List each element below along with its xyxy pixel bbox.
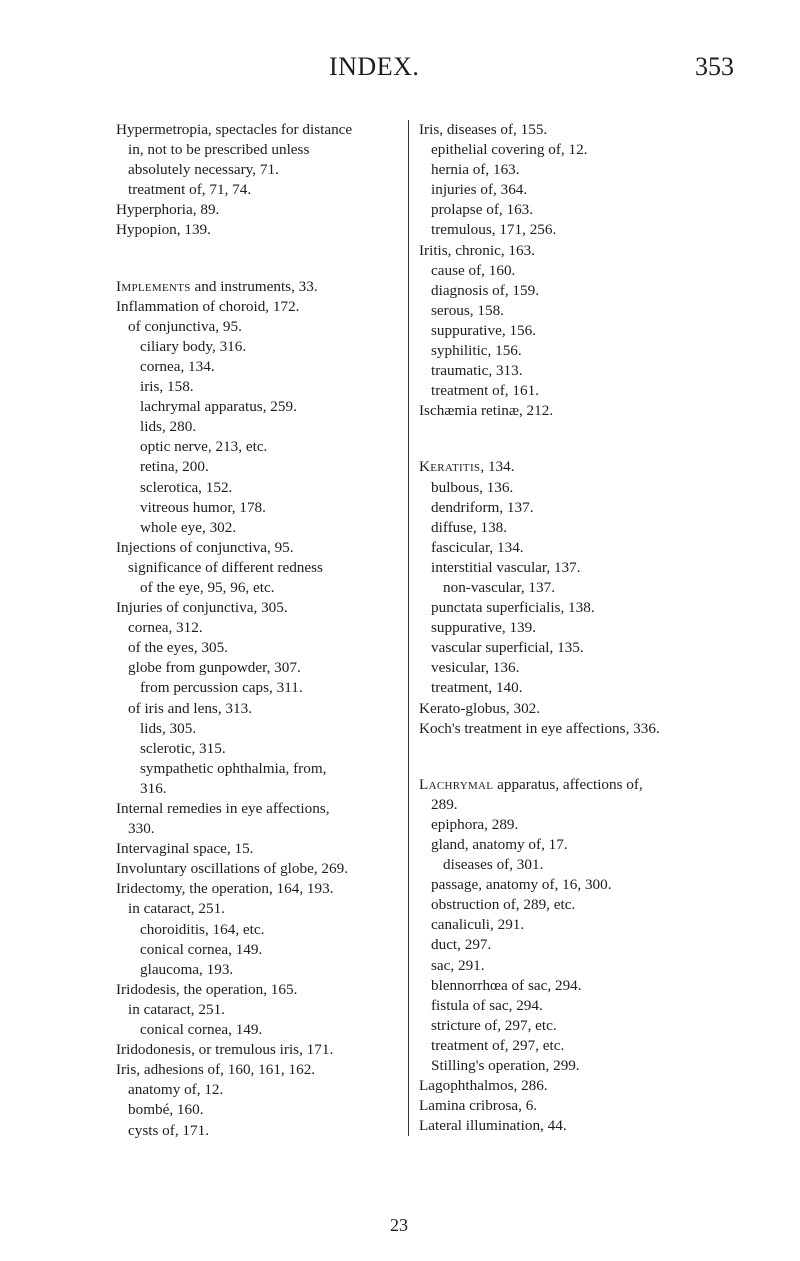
index-subentry: anatomy of, 12. — [128, 1081, 224, 1099]
section-gap — [419, 739, 709, 775]
index-entry: Injections of conjunctiva, 95. — [116, 538, 294, 556]
index-subentry: diagnosis of, 159. — [431, 281, 539, 299]
index-subentry: in cataract, 251. — [128, 1000, 225, 1018]
index-subentry: treatment of, 297, etc. — [431, 1036, 565, 1054]
index-subentry: 316. — [140, 779, 167, 797]
index-subentry: retina, 200. — [140, 458, 209, 476]
index-entry: Iridodonesis, or tremulous iris, 171. — [116, 1041, 334, 1059]
index-subentry: obstruction of, 289, etc. — [431, 896, 576, 914]
index-subentry: blennorrhœa of sac, 294. — [431, 976, 582, 994]
index-subentry: of the eyes, 305. — [128, 639, 228, 657]
index-subentry: suppurative, 139. — [431, 619, 537, 637]
page-header — [0, 50, 800, 90]
index-subentry: diseases of, 301. — [443, 856, 544, 874]
index-subentry: dendriform, 137. — [431, 498, 534, 516]
index-subentry: cornea, 312. — [128, 619, 203, 637]
index-subentry: in, not to be prescribed unless — [128, 141, 310, 159]
index-subentry: diffuse, 138. — [431, 518, 508, 536]
index-subentry: treatment of, 71, 74. — [128, 181, 252, 199]
index-entry: Lagophthalmos, 286. — [419, 1077, 548, 1095]
index-subentry: hernia of, 163. — [431, 161, 520, 179]
index-entry: Lamina cribrosa, 6. — [419, 1097, 538, 1115]
index-subentry: interstitial vascular, 137. — [431, 558, 581, 576]
index-entry: Internal remedies in eye affections, — [116, 800, 330, 817]
index-entry: Iridodesis, the operation, 165. — [116, 980, 298, 998]
index-subentry: treatment of, 161. — [431, 382, 539, 400]
index-subentry: ciliary body, 316. — [140, 337, 247, 355]
index-entry: Lateral illumination, 44. — [419, 1117, 567, 1135]
index-subentry: iris, 158. — [140, 378, 194, 396]
index-subentry: lachrymal apparatus, 259. — [140, 398, 297, 416]
index-subentry: lids, 280. — [140, 418, 197, 436]
index-subentry: vitreous humor, 178. — [140, 498, 266, 516]
index-subentry: optic nerve, 213, etc. — [140, 438, 268, 456]
section-gap — [419, 421, 709, 457]
index-subentry: bombé, 160. — [128, 1101, 204, 1119]
index-subentry: 289. — [431, 795, 458, 813]
index-subentry: cysts of, 171. — [128, 1121, 209, 1139]
index-subentry: traumatic, 313. — [431, 362, 523, 380]
index-entry: Injuries of conjunctiva, 305. — [116, 599, 288, 617]
index-subentry: duct, 297. — [431, 936, 492, 954]
index-subentry: non-vascular, 137. — [443, 578, 555, 596]
index-subentry: tremulous, 171, 256. — [431, 221, 557, 239]
index-subentry: whole eye, 302. — [140, 518, 237, 536]
index-subentry: of iris and lens, 313. — [128, 699, 253, 717]
index-subentry: passage, anatomy of, 16, 300. — [431, 876, 612, 894]
index-subentry: globe from gunpowder, 307. — [128, 659, 301, 677]
index-subentry: cause of, 160. — [431, 261, 516, 279]
index-subentry: in cataract, 251. — [128, 900, 225, 918]
index-entry: Involuntary oscillations of globe, 269. — [116, 860, 348, 878]
signature-mark: 23 — [390, 1215, 408, 1235]
index-subentry: injuries of, 364. — [431, 181, 528, 199]
index-subentry: treatment, 140. — [431, 679, 523, 697]
index-subentry: 330. — [128, 820, 155, 838]
index-subentry: bulbous, 136. — [431, 478, 514, 496]
index-subentry: sac, 291. — [431, 956, 485, 974]
index-subentry: canaliculi, 291. — [431, 916, 525, 934]
index-subentry: fascicular, 134. — [431, 538, 524, 556]
index-subentry: sclerotica, 152. — [140, 478, 233, 496]
index-subentry: epithelial covering of, 12. — [431, 141, 588, 159]
index-subentry: prolapse of, 163. — [431, 201, 534, 219]
index-subentry: sclerotic, 315. — [140, 739, 226, 757]
page-number: 353 — [695, 52, 734, 81]
index-subentry: stricture of, 297, etc. — [431, 1016, 557, 1034]
index-subentry: vascular superficial, 135. — [431, 639, 584, 657]
index-entry: Iris, diseases of, 155. — [419, 121, 548, 138]
index-subentry: gland, anatomy of, 17. — [431, 836, 568, 853]
index-subentry: conical cornea, 149. — [140, 1021, 263, 1039]
index-entry: Kerato-globus, 302. — [419, 699, 541, 717]
index-subentry: of conjunctiva, 95. — [128, 317, 242, 335]
running-head: INDEX. — [329, 52, 420, 81]
index-entry: Iridectomy, the operation, 164, 193. — [116, 880, 334, 898]
index-subentry: vesicular, 136. — [431, 659, 520, 677]
index-entry: Intervaginal space, 15. — [116, 840, 254, 858]
index-subentry: syphilitic, 156. — [431, 342, 522, 360]
index-subentry: punctata superficialis, 138. — [431, 599, 595, 617]
index-subentry: epiphora, 289. — [431, 815, 519, 833]
index-subentry: choroiditis, 164, etc. — [140, 920, 265, 938]
index-subentry: absolutely necessary, 71. — [128, 161, 279, 179]
index-subentry: sympathetic ophthalmia, from, — [140, 759, 327, 777]
index-entry: Hypermetropia, spectacles for distance — [116, 121, 353, 138]
index-column-right — [408, 120, 709, 1136]
index-subentry: of the eye, 95, 96, etc. — [140, 578, 275, 596]
index-entry: Koch's treatment in eye affections, 336. — [419, 719, 660, 737]
index-entry: Hypopion, 139. — [116, 221, 211, 239]
index-entry: Ischæmia retinæ, 212. — [419, 402, 554, 420]
index-entry: Inflammation of choroid, 172. — [116, 297, 300, 315]
index-subentry: glaucoma, 193. — [140, 960, 234, 978]
index-entry: Hyperphoria, 89. — [116, 201, 220, 219]
index-subentry: cornea, 134. — [140, 357, 215, 375]
index-subentry: from percussion caps, 311. — [140, 679, 303, 697]
index-entry: Lachrymal apparatus, affections of, — [419, 775, 643, 793]
index-subentry: significance of different redness — [128, 558, 323, 576]
index-subentry: suppurative, 156. — [431, 321, 537, 339]
index-subentry: fistula of sac, 294. — [431, 996, 543, 1014]
index-entry: Iris, adhesions of, 160, 161, 162. — [116, 1061, 316, 1079]
index-subentry: conical cornea, 149. — [140, 940, 263, 958]
index-entry: Implements and instruments, 33. — [116, 277, 318, 295]
index-subentry: Stilling's operation, 299. — [431, 1057, 580, 1075]
section-gap — [116, 241, 398, 277]
index-column-left — [116, 120, 398, 1141]
index-subentry: lids, 305. — [140, 719, 197, 737]
index-entry: Keratitis, 134. — [419, 458, 515, 476]
index-subentry: serous, 158. — [431, 301, 504, 319]
index-entry: Iritis, chronic, 163. — [419, 241, 535, 259]
